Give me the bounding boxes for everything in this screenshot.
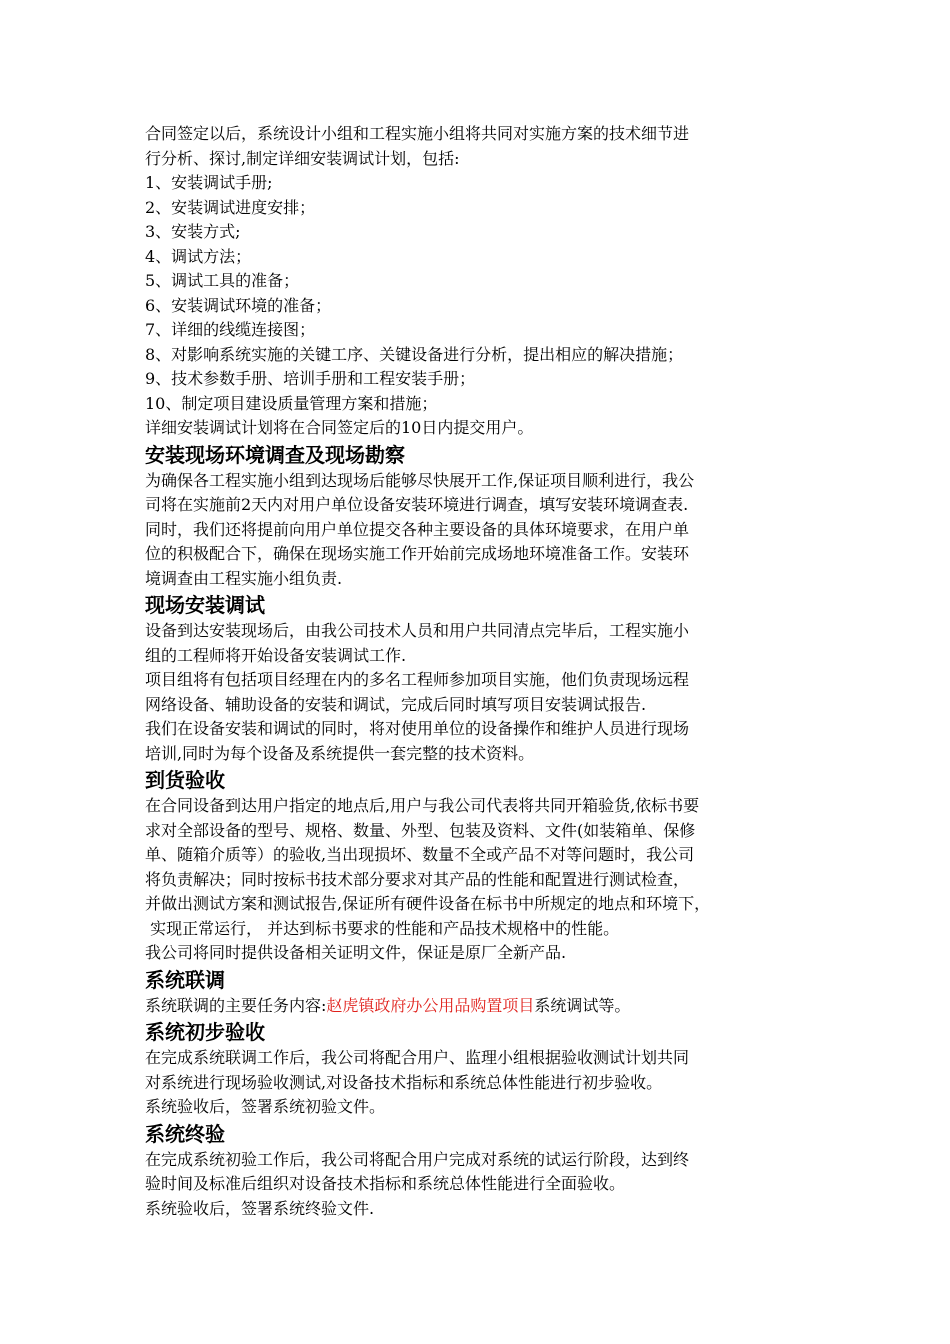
plan-item: 10、制定项目建设质量管理方案和措施； bbox=[145, 393, 438, 413]
section-heading-arrival: 到货验收 bbox=[145, 768, 225, 792]
survey-line: 境调查由工程实施小组负责. bbox=[145, 568, 343, 588]
install-line: 我们在设备安装和调试的同时，将对使用单位的设备操作和维护人员进行现场 bbox=[145, 719, 690, 738]
arrival-line: 单、随箱介质等）的验收,当出现损坏、数量不全或产品不对等问题时，我公司 bbox=[145, 845, 695, 864]
survey-line: 同时，我们还将提前向用户单位提交各种主要设备的具体环境要求，在用户单 bbox=[145, 519, 690, 539]
plan-item: 9、技术参数手册、培训手册和工程安装手册； bbox=[145, 369, 476, 388]
arrival-line: 求对全部设备的型号、规格、数量、外型、包装及资料、文件(如装箱单、保修 bbox=[145, 820, 696, 840]
final-line: 验时间及标准后组织对设备技术指标和系统总体性能进行全面验收。 bbox=[145, 1174, 626, 1193]
plan-item: 6、安装调试环境的准备； bbox=[145, 295, 332, 315]
plan-item: 8、对影响系统实施的关键工序、关键设备进行分析，提出相应的解决措施； bbox=[145, 344, 684, 364]
install-line: 网络设备、辅助设备的安装和调试，完成后同时填写项目安装调试报告. bbox=[145, 694, 647, 714]
plan-item: 3、安装方式; bbox=[145, 222, 241, 241]
section-heading-joint: 系统联调 bbox=[145, 967, 225, 992]
plan-note: 详细安装调试计划将在合同签定后的10日内提交用户。 bbox=[145, 418, 534, 437]
section-heading-survey: 安装现场环境调查及现场勘察 bbox=[145, 442, 405, 467]
survey-line: 司将在实施前2天内对用户单位设备安装环境进行调查，填写安装环境调查表. bbox=[145, 495, 689, 514]
install-line: 培训,同时为每个设备及系统提供一套完整的技术资料。 bbox=[145, 743, 535, 763]
initial-line: 在完成系统联调工作后，我公司将配合用户、监理小组根据验收测试计划共同 bbox=[145, 1048, 690, 1067]
arrival-line: 实现正常运行， 并达到标书要求的性能和产品技术规格中的性能。 bbox=[145, 918, 620, 938]
plan-item: 1、安装调试手册; bbox=[145, 173, 273, 192]
intro-line: 合同签定以后，系统设计小组和工程实施小组将共同对实施方案的技术细节进 bbox=[145, 124, 690, 143]
arrival-line: 并做出测试方案和测试报告,保证所有硬件设备在标书中所规定的地点和环境下， bbox=[145, 894, 711, 913]
final-line: 在完成系统初验工作后，我公司将配合用户完成对系统的试运行阶段，达到终 bbox=[145, 1149, 690, 1169]
intro-line: 行分析、探讨,制定详细安装调试计划，包括: bbox=[145, 148, 460, 168]
install-line: 组的工程师将开始设备安装调试工作. bbox=[145, 645, 407, 665]
section-heading-initial: 系统初步验收 bbox=[145, 1020, 265, 1044]
section-heading-final: 系统终验 bbox=[145, 1121, 225, 1146]
plan-item: 7、详细的线缆连接图； bbox=[145, 320, 316, 339]
joint-suffix: 系统调试等。 bbox=[534, 995, 631, 1015]
initial-line: 系统验收后，签署系统初验文件。 bbox=[145, 1097, 386, 1116]
section-heading-install: 现场安装调试 bbox=[145, 593, 265, 617]
survey-line: 位的积极配合下，确保在现场实施工作开始前完成场地环境准备工作。安装环 bbox=[145, 544, 690, 563]
plan-item: 5、调试工具的准备； bbox=[145, 271, 300, 290]
plan-item: 4、调试方法； bbox=[145, 246, 252, 266]
joint-line bbox=[145, 994, 810, 1019]
plan-list bbox=[145, 171, 810, 416]
install-line: 设备到达安装现场后，由我公司技术人员和用户共同清点完毕后，工程实施小 bbox=[145, 621, 690, 640]
survey-line: 为确保各工程实施小组到达现场后能够尽快展开工作,保证项目顺利进行，我公 bbox=[145, 470, 695, 490]
arrival-line: 我公司将同时提供设备相关证明文件，保证是原厂全新产品. bbox=[145, 943, 567, 962]
install-line: 项目组将有包括项目经理在内的多名工程师参加项目实施，他们负责现场远程 bbox=[145, 670, 690, 689]
arrival-line: 在合同设备到达用户指定的地点后,用户与我公司代表将共同开箱验货,依标书要 bbox=[145, 796, 700, 815]
plan-item: 2、安装调试进度安排； bbox=[145, 197, 316, 217]
arrival-line: 将负责解决；同时按标书技术部分要求对其产品的性能和配置进行测试检查， bbox=[145, 869, 690, 889]
final-line: 系统验收后，签署系统终验文件. bbox=[145, 1198, 375, 1218]
initial-line: 对系统进行现场验收测试,对设备技术指标和系统总体性能进行初步验收。 bbox=[145, 1072, 663, 1092]
joint-prefix: 系统联调的主要任务内容: bbox=[145, 995, 327, 1015]
project-name-highlight: 赵虎镇政府办公用品购置项目 bbox=[326, 995, 535, 1015]
